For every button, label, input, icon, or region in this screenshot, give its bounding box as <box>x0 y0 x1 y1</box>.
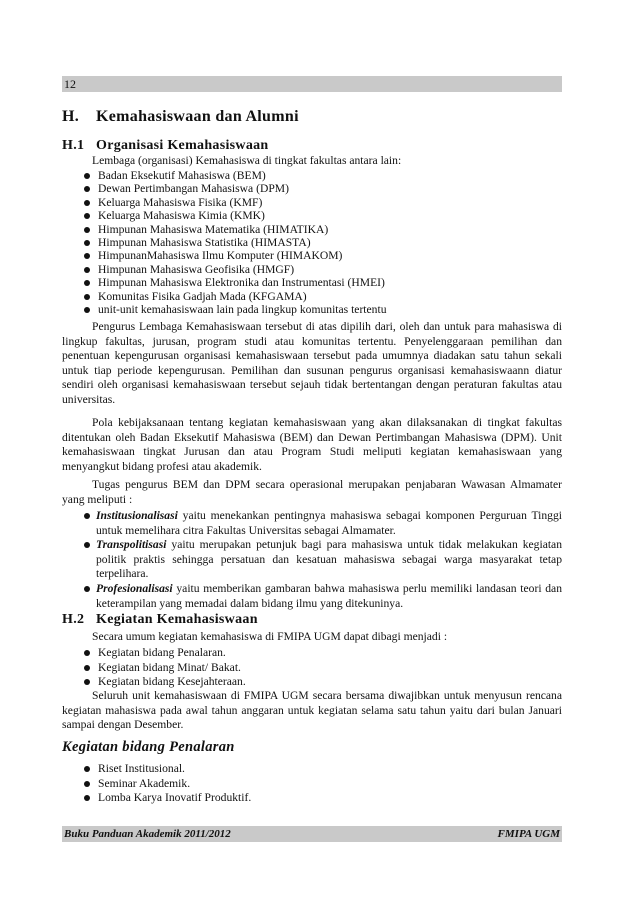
section-heading: Kemahasiswaan dan Alumni <box>96 108 299 125</box>
footer-bar <box>62 826 562 842</box>
list-item: Kegiatan bidang Kesejahteraan. <box>84 675 554 690</box>
paragraph-tugas: Tugas pengurus BEM dan DPM secara operasional merupakan penjabaran Wawasan Almamater yang meliputi : <box>62 478 562 506</box>
paragraph-seluruh-unit: Seluruh unit kemahasiswaan di FMIPA UGM secara bersama diwajibkan untuk menyusun rencana kegiatan mahasiswa pada awal tahun anggaran untuk kegiatan selama satu tahun yaitu dari bulan Januari sampai dengan Desember. <box>62 689 562 732</box>
list-item: HimpunanMahasiswa Ilmu Komputer (HIMAKOM) <box>84 249 554 262</box>
organisasi-intro: Lembaga (organisasi) Kemahasiswa di tingkat fakultas antara lain: <box>92 154 402 167</box>
list-item: Himpunan Mahasiswa Geofisika (HMGF) <box>84 263 554 276</box>
page-number: 12 <box>64 77 76 91</box>
term-description: yaitu merupakan petunjuk bagi para mahasiswa untuk tidak melakukan kegiatan politik praktis sehingga persatuan dan kesatuan mahasiswa sebagai warga masyarakat tetap terpelihara. <box>96 538 562 581</box>
term: Institusionalisasi <box>96 509 178 522</box>
list-item: Keluarga Mahasiswa Kimia (KMK) <box>84 209 554 222</box>
paragraph-pola: Pola kebijaksanaan tentang kegiatan kemahasiswaan yang akan dilaksanakan di tingkat fakultas ditentukan oleh Badan Eksekutif Mahasiswa (BEM) dan Dewan Pertimbangan Mahasiswa (DPM). Unit kemahasiswaan tingkat Jurusan dan atau Program Studi meliputi kegiatan kemahasiswaan yang menyangkut bidang profesi atau akademik. <box>62 416 562 473</box>
term: Transpolitisasi <box>96 538 167 552</box>
list-item: Kegiatan bidang Penalaran. <box>84 646 554 661</box>
list-item: Keluarga Mahasiswa Fisika (KMF) <box>84 196 554 209</box>
list-item: Komunitas Fisika Gadjah Mada (KFGAMA) <box>84 290 554 303</box>
section-title-h <box>62 108 299 126</box>
wawasan-almamater-list <box>84 509 562 611</box>
subsection-title-h2 <box>62 612 258 628</box>
footer-faculty: FMIPA UGM <box>497 828 560 840</box>
term: Profesionalisasi <box>96 581 173 595</box>
list-item: Himpunan Mahasiswa Statistika (HIMASTA) <box>84 236 554 249</box>
list-item: Kegiatan bidang Minat/ Bakat. <box>84 661 554 676</box>
section-number: H. <box>62 108 80 125</box>
subsection-title-h1 <box>62 138 269 154</box>
list-item: Himpunan Mahasiswa Elektronika dan Instrumentasi (HMEI) <box>84 276 554 289</box>
list-item: Badan Eksekutif Mahasiswa (BEM) <box>84 169 554 182</box>
penalaran-heading: Kegiatan bidang Penalaran <box>62 739 235 755</box>
list-item: Lomba Karya Inovatif Produktif. <box>84 791 554 806</box>
organisasi-list <box>84 169 554 316</box>
list-item: Riset Institusional. <box>84 762 554 777</box>
subsection-heading: Kegiatan Kemahasiswaan <box>96 612 258 627</box>
paragraph-pengurus: Pengurus Lembaga Kemahasiswaan tersebut di atas dipilih dari, oleh dan untuk para mahasiswa di lingkup fakultas, jurusan, program studi atau komunitas tertentu. Penyelenggaraan pemilihan dan penentuan kepengurusan organisasi kemahasiswaan tersebut pada umumnya diadakan satu tahun sekali untuk tiap periode kepengurusan. Pemilihan dan susunan pengurus organisasi kemahasiswaann diatur sendiri oleh organisasi kemahasiswaan tersebut sejauh tidak bertentangan dengan peraturan fakultas atau universitas. <box>62 320 562 406</box>
list-item: Seminar Akademik. <box>84 777 554 792</box>
header-bar <box>62 76 562 92</box>
list-item <box>84 582 562 611</box>
subsection-number: H.2 <box>62 612 85 627</box>
list-item: Dewan Pertimbangan Mahasiswa (DPM) <box>84 182 554 195</box>
subsection-number: H.1 <box>62 138 85 153</box>
kegiatan-list <box>84 646 554 690</box>
list-item <box>84 509 562 538</box>
term-description: yaitu menekankan pentingnya mahasiswa sebagai komponen Perguruan Tinggi untuk memelihara citra Fakultas Universitas sebagai Almamater. <box>96 509 562 537</box>
list-item: unit-unit kemahasiswaan lain pada lingkup komunitas tertentu <box>84 303 554 316</box>
list-item: Himpunan Mahasiswa Matematika (HIMATIKA) <box>84 223 554 236</box>
penalaran-list <box>84 762 554 806</box>
footer-title: Buku Panduan Akademik 2011/2012 <box>64 828 231 840</box>
term-description: yaitu memberikan gambaran bahwa mahasiswa perlu memiliki landasan teori dan keterampilan yang memadai dalam bidang ilmu yang ditekuninya. <box>96 581 562 610</box>
kegiatan-intro: Secara umum kegiatan kemahasiswa di FMIPA UGM dapat dibagi menjadi : <box>92 630 448 643</box>
list-item <box>84 538 562 582</box>
subsection-heading: Organisasi Kemahasiswaan <box>96 138 269 153</box>
